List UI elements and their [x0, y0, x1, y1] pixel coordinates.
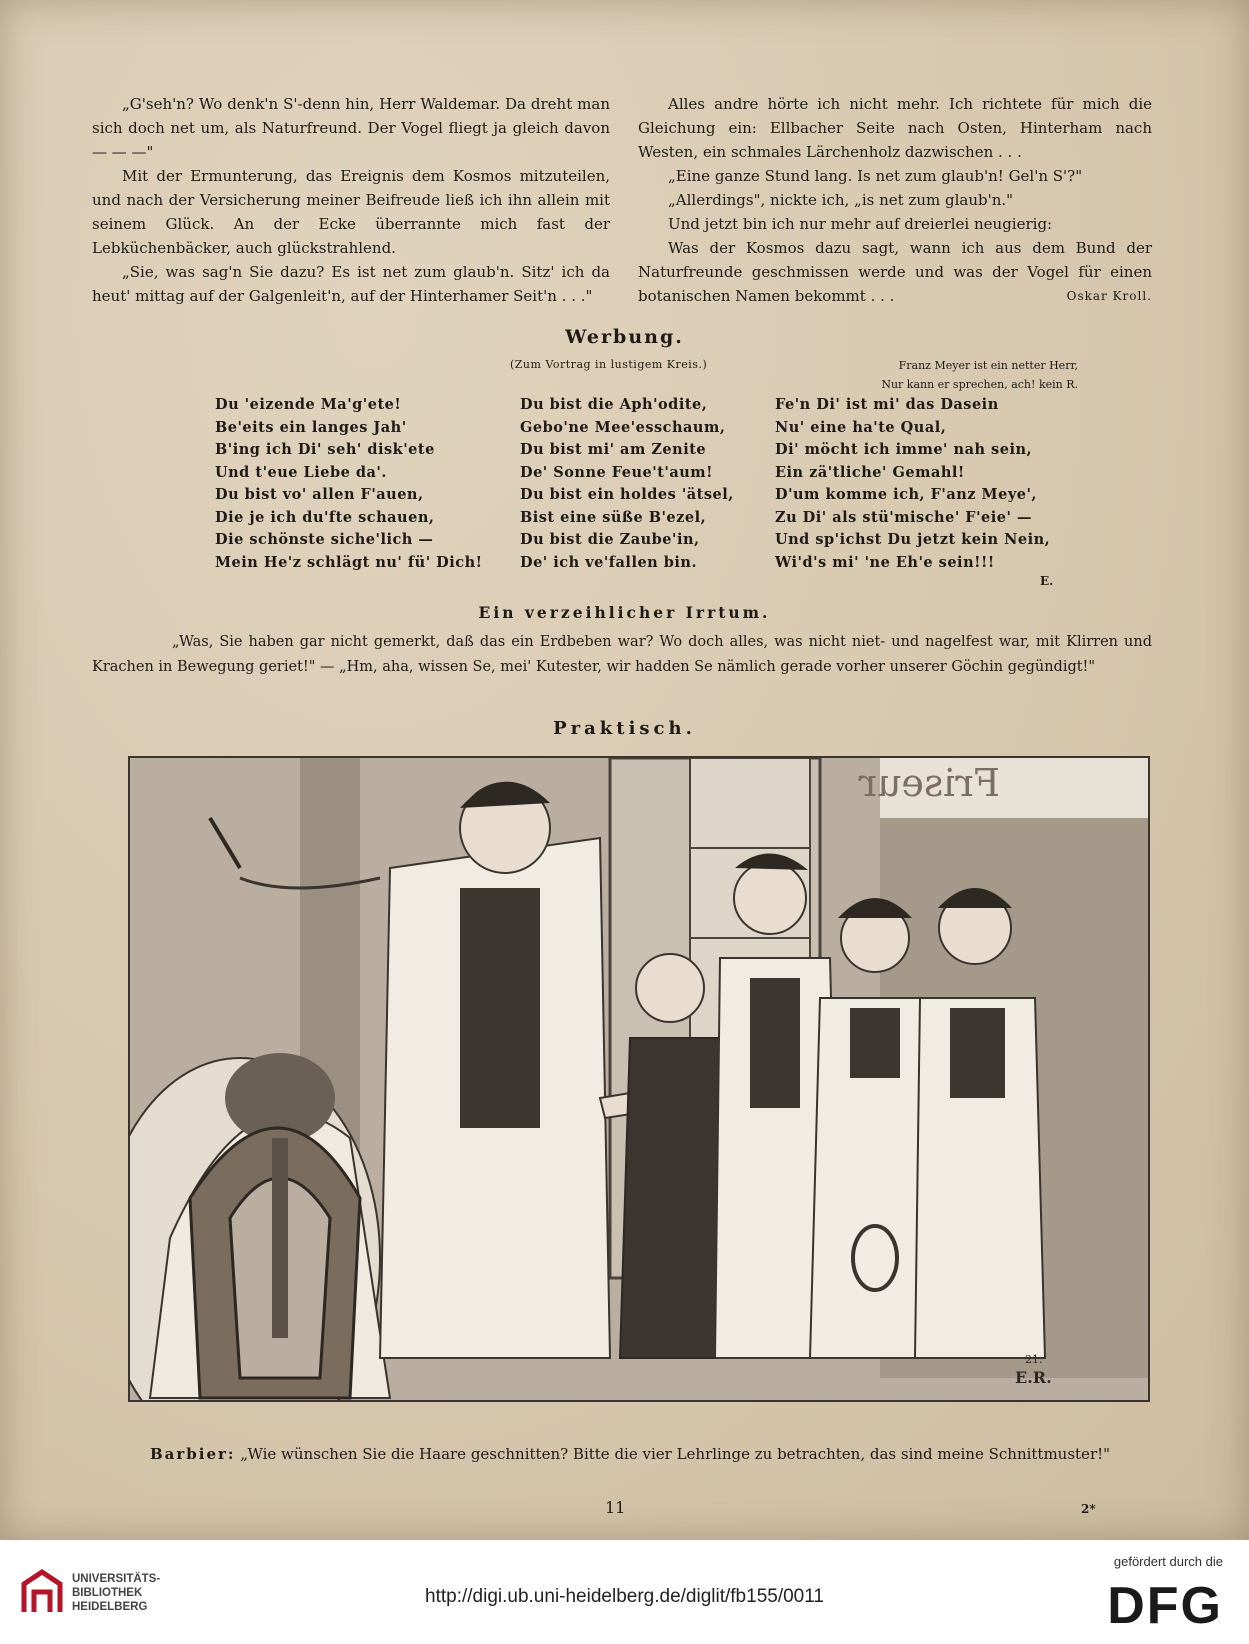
poem-column-2 [520, 394, 734, 574]
poem-line: Fe'n Di' ist mi' das Dasein [775, 396, 999, 413]
poem-column-3 [775, 394, 1050, 574]
artist-number: 21. [1025, 1353, 1043, 1366]
page-number: 11 [605, 1498, 626, 1517]
artist-monogram: E.R. [1015, 1368, 1052, 1387]
poem-epigraph [848, 356, 1078, 394]
poem-line: B'ing ich Di' seh' disk'ete [215, 441, 435, 458]
poem-line: Du 'eizende Ma'g'ete! [215, 396, 402, 413]
poem-line: Du bist die Aph'odite, [520, 396, 708, 413]
story-author: Oskar Kroll. [1066, 289, 1152, 303]
university-name-line: HEIDELBERG [72, 1601, 148, 1613]
caption-speaker: Barbier: [149, 1445, 236, 1463]
story-paragraph: „Sie, was sag'n Sie dazu? Es ist net zum glaub'n. Sitz' ich da heut' mittag auf der Galgenleit'n, auf der Hinterhamer Seit'n . . ." [92, 263, 610, 305]
anecdote-text: „Was, Sie haben gar nicht gemerkt, daß das ein Erdbeben war? Wo doch alles, was nicht niet- und nagelfest war, mit Klirren und Krachen in Bewegung geriet!" — „Hm, aha, wissen Se, mei' Kutester, wir hadden Se nämlich gerade vorher unserer Göchin gegündigt!" [92, 634, 1152, 675]
poem-line: Du bist mi' am Zenite [520, 441, 707, 458]
permalink-url[interactable]: http://digi.ub.uni-heidelberg.de/diglit/fb155/0011 [425, 1586, 824, 1607]
poem-line: Und sp'ichst Du jetzt kein Nein, [775, 531, 1051, 548]
poem-line: Du bist vo' allen F'auen, [215, 486, 424, 503]
poem-epigraph-line: Franz Meyer ist ein netter Herr, [898, 359, 1078, 372]
poem-line: Be'eits ein langes Jah' [215, 418, 407, 436]
poem-line: De' ich ve'fallen bin. [520, 553, 698, 571]
barber-cartoon-illustration [128, 756, 1150, 1402]
story-paragraph: Alles andre hörte ich nicht mehr. Ich richtete für mich die Gleichung ein: Ellbacher Seite nach Osten, Hinterham nach Westen, ein schmales Lärchenholz dazwischen . . . [638, 95, 1152, 161]
poem-line: Du bist ein holdes 'ätsel, [520, 486, 734, 503]
poem-title: Werbung. [565, 326, 684, 348]
poem-signature: E. [1040, 574, 1054, 588]
story-right-column [638, 92, 1152, 308]
poem-line: Bist eine süße B'ezel, [520, 508, 707, 526]
shop-window-sign: Friseur [858, 761, 1000, 805]
story-left-column [92, 92, 610, 308]
poem-line: Nu' eine ha'te Qual, [775, 418, 947, 436]
poem-line: D'um komme ich, F'anz Meye', [775, 486, 1037, 503]
story-paragraph: „Eine ganze Stund lang. Is net zum glaub'n! Gel'n S'?" [668, 167, 1083, 185]
viewer-footer [0, 1540, 1249, 1644]
poem-line: Zu Di' als stü'mische' F'eie' — [775, 508, 1032, 526]
story-paragraph: „G'seh'n? Wo denk'n S'-denn hin, Herr Waldemar. Da dreht man sich doch net um, als Naturfreund. Der Vogel fliegt ja gleich davon — — —" [92, 95, 610, 161]
poem-line: Di' möcht ich imme' nah sein, [775, 441, 1033, 458]
dfg-logo[interactable]: DFG [1107, 1577, 1223, 1635]
funded-by-label: gefördert durch die [1113, 1554, 1223, 1569]
cartoon-title: Praktisch. [553, 718, 696, 739]
university-name-line: BIBLIOTHEK [72, 1587, 143, 1599]
anecdote-title: Ein verzeihlicher Irrtum. [478, 603, 771, 622]
poem-subtitle: (Zum Vortrag in lustigem Kreis.) [510, 358, 708, 371]
poem-line: Die schönste siche'lich — [215, 531, 434, 548]
story-paragraph [638, 236, 1152, 308]
poem-column-1 [215, 394, 483, 574]
story-paragraph: Mit der Ermunterung, das Ereignis dem Kosmos mitzuteilen, und nach der Versicherung meiner Beifreude ließ ich ihn allein mit seinem Glück. An der Ecke überrannte mich fast der Lebküchenbäcker, auch glückstrahlend. [92, 167, 610, 257]
poem-line: Du bist die Zaube'in, [520, 531, 700, 548]
caption-text: „Wie wünschen Sie die Haare geschnitten? Bitte die vier Lehrlinge zu betrachten, das sind meine Schnittmuster!" [240, 1445, 1111, 1463]
poem-epigraph-line: Nur kann er sprechen, ach! kein R. [881, 378, 1078, 391]
poem-line: Mein He'z schlägt nu' fü' Dich! [215, 553, 483, 571]
signature-mark: 2* [1081, 1502, 1096, 1516]
poem-line: Ein zä'tliche' Gemahl! [775, 463, 965, 481]
poem-line: Gebo'ne Mee'esschaum, [520, 418, 726, 436]
poem-line: Wi'd's mi' 'ne Eh'e sein!!! [775, 553, 995, 571]
poem-line: Und t'eue Liebe da'. [215, 463, 387, 481]
story-paragraph: Und jetzt bin ich nur mehr auf dreierlei neugierig: [668, 215, 1053, 233]
poem-line: De' Sonne Feue't'aum! [520, 463, 714, 481]
university-name-line: UNIVERSITÄTS- [72, 1573, 161, 1585]
poem-line: Die je ich du'fte schauen, [215, 508, 435, 526]
story-paragraph-text: Was der Kosmos dazu sagt, wann ich aus dem Bund der Naturfreunde geschmissen werde und was der Vogel für einen botanischen Namen bekommt . . . [638, 239, 1152, 305]
story-paragraph: „Allerdings", nickte ich, „is net zum glaub'n." [668, 191, 1014, 209]
cartoon-drawing [130, 758, 1148, 1400]
cartoon-caption [100, 1442, 1160, 1466]
